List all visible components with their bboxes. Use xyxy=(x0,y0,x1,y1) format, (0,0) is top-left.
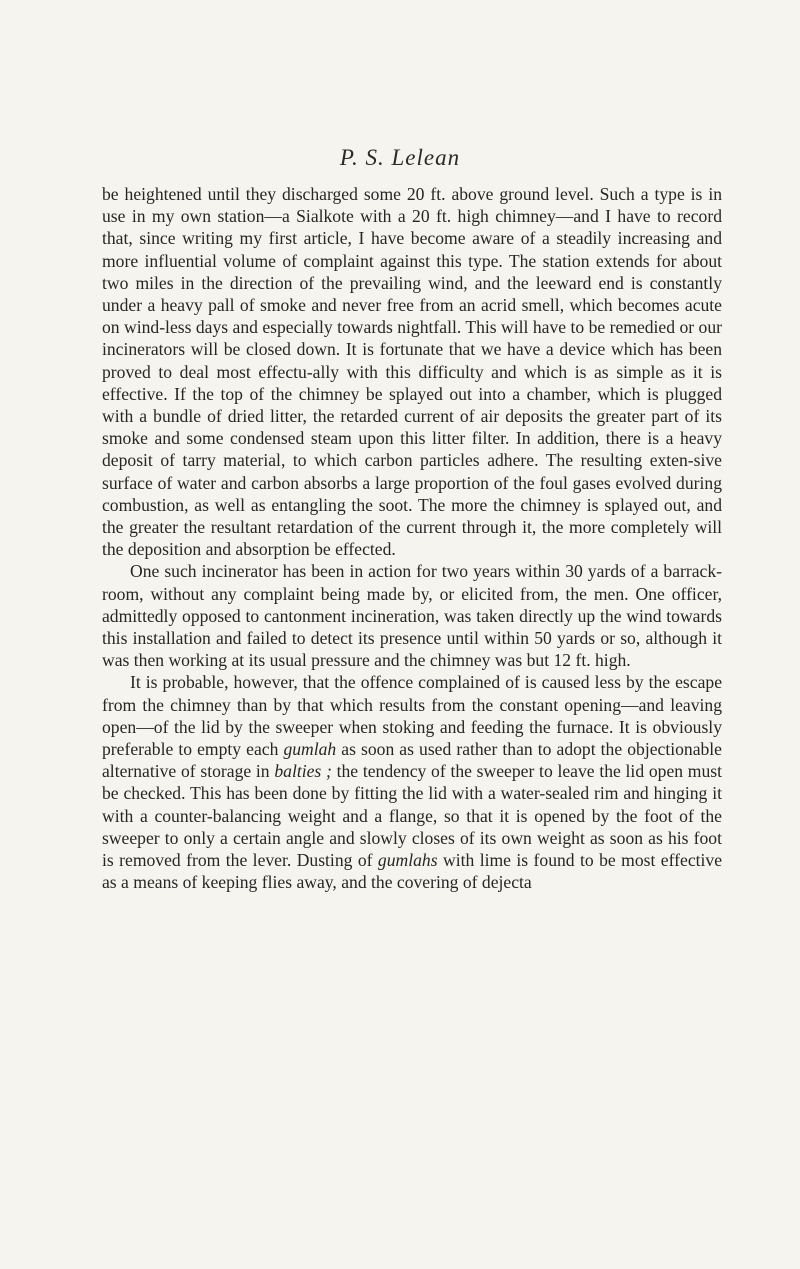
paragraph-text: It is probable, however, that the offence complained of is caused less by the escape from the chimney than by that which results from the constant opening—and leaving open—of the lid by the sweeper when stoking and feeding the furnace. It is obviously preferable to empty each xyxy=(102,672,722,760)
italic-term: balties ; xyxy=(274,761,332,782)
paragraph xyxy=(102,183,722,560)
body-text xyxy=(102,183,722,894)
italic-term: gumlah xyxy=(283,739,337,760)
italic-term: gumlahs xyxy=(377,850,438,871)
paragraph-text: with lime is found to be most effective as a means of keeping flies away, and the covering of dejecta xyxy=(102,850,723,893)
paragraph-text: One such incinerator has been in action for two years within 30 yards of a barrack-room, without any complaint being made by, or elicited from, the men. One officer, admittedly opposed to cantonment incineration, was taken directly up the wind towards this installation and failed to detect its presence until within 50 yards or so, although it was then working at its usual pressure and the chimney was but 12 ft. high. xyxy=(102,561,722,671)
paragraph-text: be heightened until they discharged some 20 ft. above ground level. Such a type is in use in my own station—a Sialkote with a 20 ft. high chimney—and I have to record that, since writing my first article, I have become aware of a steadily increasing and more influential volume of complaint against this type. The station extends for about two miles in the direction of the prevailing wind, and the leeward end is constantly under a heavy pall of smoke and never free from an acrid smell, which becomes acute on wind-less days and especially towards nightfall. This will have to be remedied or our incinerators will be closed down. It is fortunate that we have a device which has been proved to deal most effectu-ally with this difficulty and which is as simple as it is effective. If the top of the chimney be splayed out into a chamber, which is plugged with a bundle of dried litter, the retarded current of air deposits the greater part of its smoke and some condensed steam upon this litter filter. In addition, there is a heavy deposit of tarry material, to which carbon particles adhere. The resulting exten-sive surface of water and carbon absorbs a large proportion of the foul gases evolved during combustion, as well as entangling the soot. The more the chimney is splayed out, and the greater the resultant retardation of the current through it, the more completely will the deposition and absorption be effected. xyxy=(102,184,722,560)
paragraph xyxy=(102,560,722,671)
paragraph-text: as soon as used rather than to adopt the objectionable alternative of storage in xyxy=(102,739,722,782)
paragraph xyxy=(102,671,722,893)
running-head: P. S. Lelean xyxy=(339,145,461,170)
paragraph-text: the tendency of the sweeper to leave the lid open must be checked. This has been done by fitting the lid with a water-sealed rim and hinging it with a counter-balancing weight and a flange, so that it is opened by the foot of the sweeper to only a certain angle and slowly closes of its own weight as soon as his foot is removed from the lever. Dusting of xyxy=(102,761,723,871)
